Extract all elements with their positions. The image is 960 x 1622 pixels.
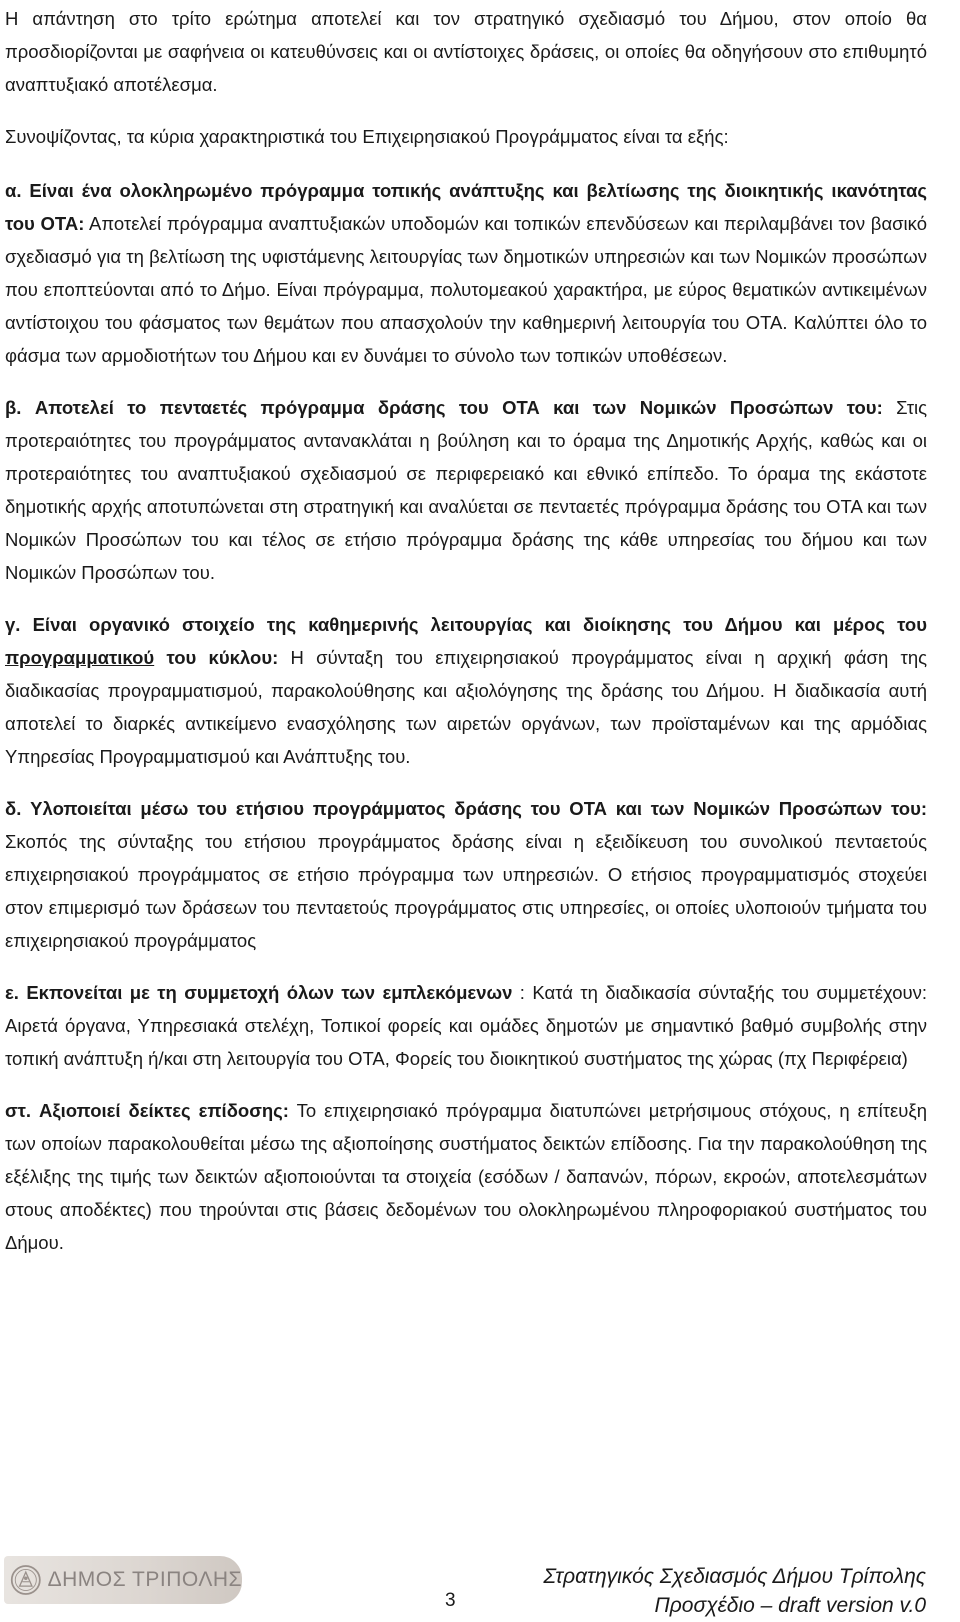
list-item-delta	[5, 792, 927, 957]
item-letter: ε.	[5, 982, 19, 1003]
list-item-alpha	[5, 174, 927, 372]
item-heading-underlined: προγραμματικού	[5, 647, 155, 668]
list-item-beta	[5, 391, 927, 589]
item-text: Η σύνταξη του επιχειρησιακού προγράμματος είναι η αρχική φάση της διαδικασίας προγραμματισμού, παρακολούθησης και αξιολόγησης της δράσης του Δήμου. Η διαδικασία αυτή αποτελεί το διαρκές αντικείμενο ενασχόλησης των αιρετών οργάνων, των προϊσταμένων και της αρμόδιας Υπηρεσίας Προγραμματισμού και Ανάπτυξης του.	[5, 647, 928, 767]
item-letter: α.	[5, 180, 22, 201]
page-footer	[0, 1548, 960, 1622]
item-text: Σκοπός της σύνταξης του ετήσιου προγράμματος δράσης είναι η εξειδίκευση του συνολικού πενταετούς επιχειρησιακού προγράμματος σε ετήσιο πρόγραμμα των υπηρεσιών. Ο ετήσιος προγραμματισμός στοχεύει στον επιμερισμό των δράσεων του πενταετούς προγράμματος στις υπηρεσίες, οι οποίες υλοποιούν τμήματα του επιχειρησιακού προγράμματος	[5, 831, 927, 951]
item-heading-start: Είναι οργανικό στοιχείο της καθημερινής λειτουργίας και διοίκησης του Δήμου και μέρος του	[32, 614, 927, 635]
list-item-gamma	[5, 608, 927, 773]
document-page	[5, 0, 927, 1259]
logo-text: ΔΗΜΟΣ ΤΡΙΠΟΛΗΣ	[47, 1568, 242, 1591]
item-letter: δ.	[5, 798, 22, 819]
item-letter: β.	[5, 397, 22, 418]
list-item-stigma	[5, 1094, 927, 1259]
list-item-epsilon	[5, 976, 927, 1075]
item-heading: Είναι ένα ολοκληρωμένο πρόγραμμα τοπικής ανάπτυξης και βελτίωσης της διοικητικής ικανότητας του ΟΤΑ:	[5, 180, 928, 234]
item-heading: Υλοποιείται μέσω του ετήσιου προγράμματος δράσης του ΟΤΑ και των Νομικών Προσώπων του:	[30, 798, 928, 819]
footer-title	[543, 1562, 926, 1620]
footer-title-line-1: Στρατηγικός Σχεδιασμός Δήμου Τρίπολης	[543, 1565, 926, 1588]
summary-paragraph: Συνοψίζοντας, τα κύρια χαρακτηριστικά του Επιχειρησιακού Προγράμματος είναι τα εξής:	[5, 126, 729, 147]
item-letter: γ.	[5, 614, 21, 635]
item-heading: Αξιοποιεί δείκτες επίδοσης:	[39, 1100, 289, 1121]
item-text: Το επιχειρησιακό πρόγραμμα διατυπώνει μετρήσιμους στόχους, η επίτευξη των οποίων παρακολουθείται μέσω της αξιοποίησης συστήματος δεικτών επίδοσης. Για την παρακολούθηση της εξέλιξης της τιμής των δεικτών αξιοποιούνται τα στοιχεία (εσόδων / δαπανών, πόρων, εκροών, αποτελεσμάτων στους αποδέκτες) που τηρούνται στις βάσεις δεδομένων του ολοκληρωμένου πληροφοριακού συστήματος του Δήμου.	[5, 1100, 927, 1253]
municipality-emblem-icon	[10, 1562, 42, 1598]
item-heading: Αποτελεί το πενταετές πρόγραμμα δράσης του ΟΤΑ και των Νομικών Προσώπων του:	[34, 397, 883, 418]
item-text: : Κατά τη διαδικασία σύνταξής του συμμετέχουν: Αιρετά όργανα, Υπηρεσιακά στελέχη, Τοπικοί φορείς και ομάδες δημοτών με σημαντικό βαθμό συμβολής στην τοπική ανάπτυξη ή/και στη λειτουργία του ΟΤΑ, Φορείς του διοικητικού συστήματος της χώρας (πχ Περιφέρεια)	[5, 982, 928, 1069]
page-number: 3	[445, 1590, 456, 1611]
item-text: Στις προτεραιότητες του προγράμματος αντανακλάται η βούληση και το όραμα της Δημοτικής Αρχής, καθώς και οι προτεραιότητες του αναπτυξιακού σχεδιασμού σε περιφερειακό και εθνικό επίπεδο. Το όραμα της εκάστοτε δημοτικής αρχής αποτυπώνεται στη στρατηγική και αναλύεται σε πενταετές πρόγραμμα δράσης του ΟΤΑ και των Νομικών Προσώπων του και τέλος σε ετήσιο πρόγραμμα δράσης της κάθε υπηρεσίας του δήμου και των Νομικών Προσώπων του.	[5, 397, 928, 583]
item-heading: Εκπονείται με τη συμμετοχή όλων των εμπλεκόμενων	[26, 982, 513, 1003]
item-letter: στ.	[5, 1100, 32, 1121]
intro-paragraph: Η απάντηση στο τρίτο ερώτημα αποτελεί και τον στρατηγικό σχεδιασμό του Δήμου, στον οποίο θα προσδιορίζονται με σαφήνεια οι κατευθύνσεις και οι αντίστοιχες δράσεις, οι οποίες θα οδηγήσουν στο επιθυμητό αναπτυξιακό αποτέλεσμα.	[5, 8, 927, 95]
municipality-logo	[4, 1556, 242, 1604]
footer-title-line-2: Προσχέδιο – draft version v.0	[654, 1594, 926, 1617]
item-text: Αποτελεί πρόγραμμα αναπτυξιακών υποδομών και τοπικών επενδύσεων και περιλαμβάνει τον βασικό σχεδιασμό για τη βελτίωση της υφιστάμενης λειτουργίας των δημοτικών υπηρεσιών και των Νομικών προσώπων που εποπτεύονται από το Δήμο. Είναι πρόγραμμα, πολυτομεακού χαρακτήρα, με εύρος θεματικών αντικειμένων αντίστοιχου του φάσματος των θεμάτων που απασχολούν την καθημερινή λειτουργία του ΟΤΑ. Καλύπτει όλο το φάσμα των αρμοδιοτήτων του Δήμου και εν δυνάμει το σύνολο των τοπικών υποθέσεων.	[5, 213, 927, 366]
item-heading-end: του κύκλου:	[154, 647, 279, 668]
